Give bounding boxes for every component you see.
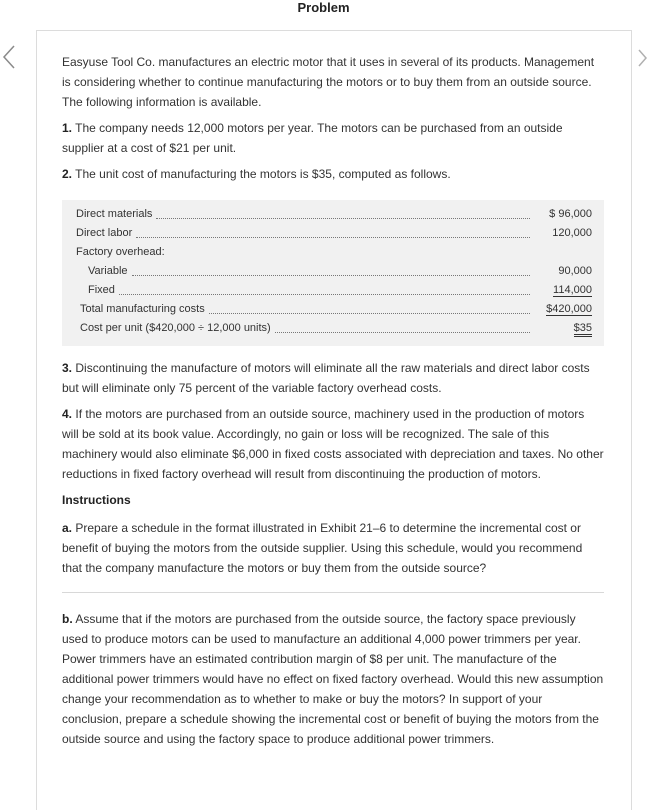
schedule-row	[76, 224, 592, 243]
schedule-value: $ 96,000	[549, 208, 592, 220]
schedule-label: Cost per unit ($420,000 ÷ 12,000 units)	[80, 322, 271, 334]
schedule-value: 114,000	[553, 284, 592, 296]
intro-paragraph: Easyuse Tool Co. manufactures an electric motor that it uses in several of its products. Management is considering whether to continue manufacturing the motors or to buy them from an outside source. The following information is available.	[62, 55, 595, 109]
instruction-b-label: b.	[62, 612, 73, 626]
schedule-label: Factory overhead:	[76, 246, 165, 258]
item-1	[62, 118, 604, 158]
instruction-a	[62, 518, 604, 578]
item-3-text: Discontinuing the manufacture of motors will eliminate all the raw materials and direct labor costs but will eliminate only 75 percent of the variable factory overhead costs.	[62, 361, 590, 395]
cost-schedule	[62, 200, 604, 346]
instruction-b-text: Assume that if the motors are purchased from the outside source, the factory space previously used to produce motors can be used to manufacture an additional 4,000 power trimmers per year. Power trimmers have an estimated contribution margin of $8 per unit. The manufacture of the additional power trimmers would have no effect on fixed factory overhead. Would this new assumption change your recommendation as to whether to make or buy the motors? In support of your conclusion, prepare a schedule showing the incremental cost or benefit of buying the motors from the outside source and using the factory space to produce additional power trimmers.	[62, 612, 604, 746]
leader-dots	[275, 332, 530, 333]
instruction-a-text: Prepare a schedule in the format illustrated in Exhibit 21–6 to determine the incremental cost or benefit of buying the motors from the outside supplier. Using this schedule, would you recommend that the company manufacture the motors or buy them from the outside source?	[62, 521, 583, 575]
leader-dots	[119, 294, 530, 295]
item-1-text: The company needs 12,000 motors per year. The motors can be purchased from an outside supplier at a cost of $21 per unit.	[62, 121, 563, 155]
leader-dots	[209, 313, 530, 314]
item-1-number: 1.	[62, 121, 73, 135]
schedule-row	[76, 319, 592, 338]
problem-content	[62, 52, 604, 755]
item-4-text: If the motors are purchased from an outside source, machinery used in the production of motors will be sold at its book value. Accordingly, no gain or loss will be recognized. The sale of this machinery would also eliminate $6,000 in fixed costs associated with depreciation and taxes. No other reductions in fixed factory overhead will result from discontinuing the production of motors.	[62, 407, 604, 481]
schedule-value: $35	[574, 322, 592, 337]
schedule-value: $420,000	[546, 303, 592, 315]
leader-dots	[136, 237, 530, 238]
previous-arrow-icon[interactable]	[2, 44, 22, 70]
item-2-text: The unit cost of manufacturing the motors is $35, computed as follows.	[75, 167, 451, 181]
page-title: Problem	[297, 0, 350, 15]
item-2	[62, 164, 604, 184]
schedule-row	[76, 300, 592, 319]
schedule-label: Total manufacturing costs	[80, 303, 205, 315]
schedule-label: Fixed	[88, 284, 115, 296]
schedule-label: Direct labor	[76, 227, 133, 239]
instruction-a-label: a.	[62, 521, 73, 535]
item-3-number: 3.	[62, 361, 73, 375]
schedule-value: 90,000	[558, 265, 592, 277]
item-2-number: 2.	[62, 167, 73, 181]
schedule-label: Variable	[88, 265, 128, 277]
instructions-heading: Instructions	[62, 493, 131, 507]
schedule-label: Direct materials	[76, 208, 153, 220]
schedule-row	[76, 205, 592, 224]
divider	[62, 592, 604, 593]
item-3	[62, 358, 604, 398]
schedule-row	[76, 281, 592, 300]
leader-dots	[132, 275, 530, 276]
instruction-b	[62, 609, 604, 749]
item-4-number: 4.	[62, 407, 73, 421]
leader-dots	[156, 218, 530, 219]
schedule-row	[76, 243, 592, 262]
next-arrow-icon[interactable]	[637, 48, 647, 68]
item-4	[62, 404, 604, 484]
schedule-value: 120,000	[552, 227, 592, 239]
schedule-row	[76, 262, 592, 281]
